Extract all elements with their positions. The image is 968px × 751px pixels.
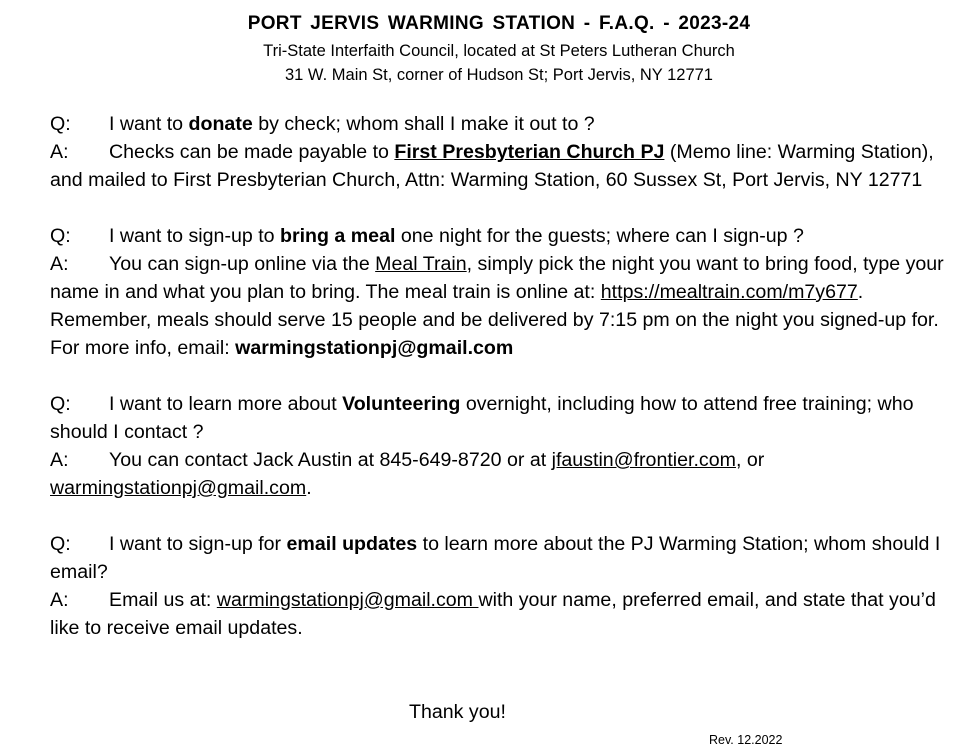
question-text: to learn more about the PJ Warming Station; whom should I email? [50,533,941,583]
question-keyword: email updates [286,533,418,555]
question-label: Q: [50,393,71,415]
answer-label: A: [50,141,69,163]
question-label: Q: [50,533,71,555]
answer-text: . [306,477,312,499]
contact-email: warmingstationpj@gmail.com [235,337,514,359]
faq-question-meal [50,222,950,250]
revision-note: Rev. 12.2022 [709,733,783,747]
answer-label: A: [50,449,69,471]
faq-question-donate [50,110,950,138]
faq-question-volunteer [50,390,950,446]
answer-label: A: [50,589,69,611]
answer-text: with your name, preferred email, and state that you’d like to receive email updates. [50,589,936,639]
meal-train-url-link[interactable]: https://mealtrain.com/m7y677 [600,281,858,303]
answer-text: Checks can be made payable to [109,141,395,163]
question-text: I want to learn more about [109,393,343,415]
question-label: Q: [50,113,71,135]
question-keyword: bring a meal [280,225,396,247]
question-keyword: Volunteering [342,393,461,415]
answer-text: . Remember, meals should serve 15 people and be delivered by 7:15 pm on the night you signed-up for. For more info, email: [50,281,939,359]
question-text: I want to sign-up for [109,533,287,555]
faq-answer-email-updates [50,586,950,642]
answer-text: You can sign-up online via the [109,253,376,275]
faq-answer-meal [50,250,950,362]
faq-answer-donate [50,138,950,194]
warming-station-email-link[interactable]: warmingstationpj@gmail.com [50,477,307,499]
closing-text: Thank you! [409,701,506,723]
question-text: overnight, including how to attend free training; who should I contact ? [50,393,914,443]
page-title: PORT JERVIS WARMING STATION - F.A.Q. - 2023-24 [247,13,751,34]
question-text: I want to sign-up to [109,225,280,247]
answer-label: A: [50,253,69,275]
answer-text: (Memo line: Warming Station), and mailed to First Presbyterian Church, Attn: Warming Station, 60 Sussex St, Port Jervis, NY 12771 [50,141,934,191]
answer-text: , simply pick the night you want to bring food, type your name in and what you plan to bring. The meal train is online at: [50,253,944,303]
question-text: I want to [109,113,189,135]
updates-email-link[interactable]: warmingstationpj@gmail.com [216,589,479,611]
answer-text: , or [735,449,765,471]
question-keyword: donate [188,113,253,135]
meal-train-link[interactable]: Meal Train [375,253,467,275]
faq-question-email-updates [50,530,950,586]
question-label: Q: [50,225,71,247]
volunteer-email-link[interactable]: jfaustin@frontier.com [551,449,736,471]
faq-body [50,110,950,642]
answer-text: You can contact Jack Austin at 845-649-8720 or at [109,449,552,471]
answer-text: Email us at: [109,589,217,611]
faq-answer-volunteer [50,446,950,502]
question-text: one night for the guests; where can I sign-up ? [395,225,804,247]
page-subtitle-address: 31 W. Main St, corner of Hudson St; Port Jervis, NY 12771 [285,66,713,84]
page-subtitle-organization: Tri-State Interfaith Council, located at St Peters Lutheran Church [263,42,735,60]
payee-name: First Presbyterian Church PJ [394,141,665,163]
question-text: by check; whom shall I make it out to ? [252,113,595,135]
